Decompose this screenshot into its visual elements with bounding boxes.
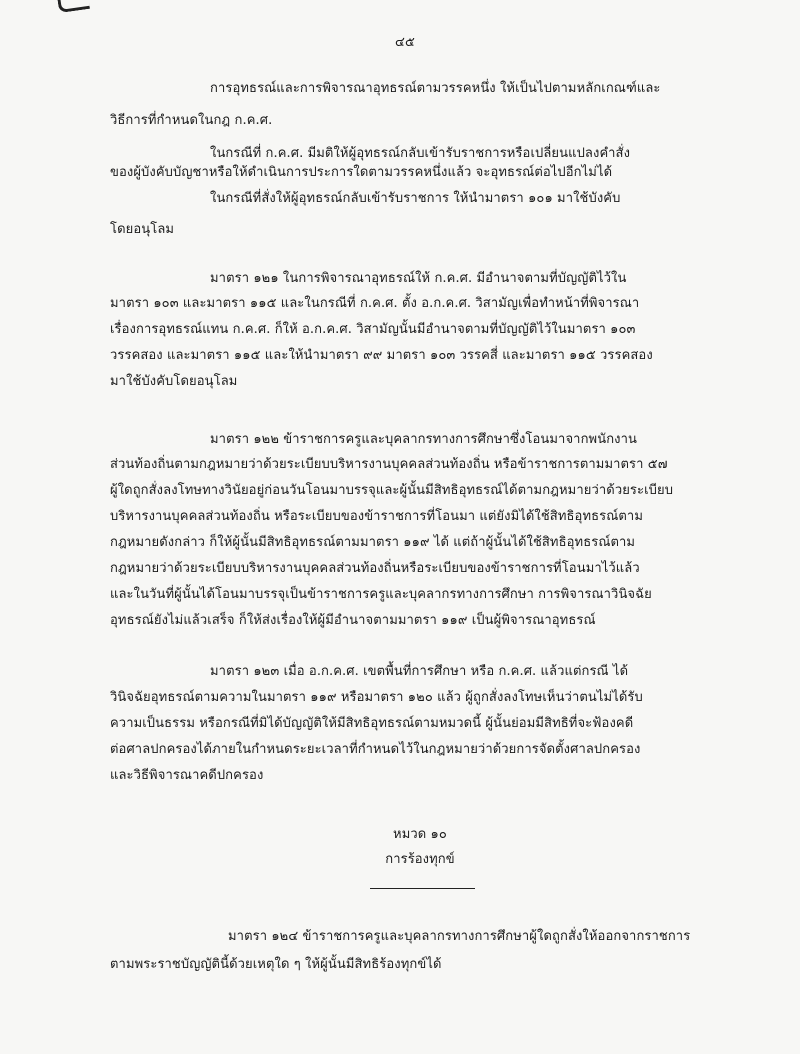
chapter-number: หมวด ๑๐	[393, 827, 447, 842]
text-line: และในวันที่ผู้นั้นได้โอนมาบรรจุเป็นข้าราชการครูและบุคลากรทางการศึกษา การพิจารณาวินิจฉัย	[110, 587, 652, 602]
chapter-divider	[370, 888, 475, 889]
text-line: ของผู้บังคับบัญชาหรือให้ดำเนินการประการใดตามวรรคหนึ่งแล้ว จะอุทธรณ์ต่อไปอีกไม่ได้	[110, 165, 613, 180]
text-line: บริหารงานบุคคลส่วนท้องถิ่น หรือระเบียบของข้าราชการที่โอนมา แต่ยังมิได้ใช้สิทธิอุทธรณ์ตาม	[110, 509, 644, 524]
text-line: การอุทธรณ์และการพิจารณาอุทธรณ์ตามวรรคหนึ่ง ให้เป็นไปตามหลักเกณฑ์และ	[210, 81, 661, 96]
text-line: โดยอนุโลม	[110, 222, 175, 237]
scan-artifact-mark	[57, 0, 90, 13]
text-line: วินิจฉัยอุทธรณ์ตามความในมาตรา ๑๑๙ หรือมาตรา ๑๒๐ แล้ว ผู้ถูกสั่งลงโทษเห็นว่าตนไม่ได้รับ	[110, 690, 643, 705]
text-line: มาใช้บังคับโดยอนุโลม	[110, 374, 238, 389]
text-line: มาตรา ๑๒๑ ในการพิจารณาอุทธรณ์ให้ ก.ค.ศ. มีอำนาจตามที่บัญญัติไว้ใน	[210, 271, 627, 286]
text-line: ในกรณีที่ ก.ค.ศ. มีมติให้ผู้อุทธรณ์กลับเข้ารับราชการหรือเปลี่ยนแปลงคำสั่ง	[210, 146, 631, 161]
page-number: ๔๕	[395, 35, 415, 50]
text-line: มาตรา ๑๐๓ และมาตรา ๑๑๕ และในกรณีที่ ก.ค.ศ. ตั้ง อ.ก.ค.ศ. วิสามัญเพื่อทำหน้าที่พิจารณา	[110, 296, 640, 311]
text-line: ตามพระราชบัญญัตินี้ด้วยเหตุใด ๆ ให้ผู้นั้นมีสิทธิร้องทุกข์ได้	[110, 957, 442, 972]
text-line: ความเป็นธรรม หรือกรณีที่มิได้บัญญัติให้มีสิทธิอุทธรณ์ตามหมวดนี้ ผู้นั้นย่อมมีสิทธิที่จะฟ้องคดี	[110, 716, 634, 731]
text-line: ส่วนท้องถิ่นตามกฎหมายว่าด้วยระเบียบบริหารงานบุคคลส่วนท้องถิ่น หรือข้าราชการตามมาตรา ๕๗	[110, 457, 668, 472]
text-line: เรื่องการอุทธรณ์แทน ก.ค.ศ. ก็ให้ อ.ก.ค.ศ. วิสามัญนั้นมีอำนาจตามที่บัญญัติไว้ในมาตรา ๑๐๓	[110, 322, 636, 337]
text-line: ในกรณีที่สั่งให้ผู้อุทธรณ์กลับเข้ารับราชการ ให้นำมาตรา ๑๐๑ มาใช้บังคับ	[210, 191, 621, 206]
text-line: มาตรา ๑๒๓ เมื่อ อ.ก.ค.ศ. เขตพื้นที่การศึกษา หรือ ก.ค.ศ. แล้วแต่กรณี ได้	[210, 664, 629, 679]
text-line: และวิธีพิจารณาคดีปกครอง	[110, 768, 264, 783]
text-line: กฎหมายดังกล่าว ก็ให้ผู้นั้นมีสิทธิอุทธรณ์ตามมาตรา ๑๑๙ ได้ แต่ถ้าผู้นั้นได้ใช้สิทธิอุทธรณ์ตาม	[110, 535, 636, 550]
text-line: ผู้ใดถูกสั่งลงโทษทางวินัยอยู่ก่อนวันโอนมาบรรจุและผู้นั้นมีสิทธิอุทธรณ์ได้ตามกฎหมายว่าด้วยระเบียบ	[110, 483, 674, 498]
text-line: อุทธรณ์ยังไม่แล้วเสร็จ ก็ให้ส่งเรื่องให้ผู้มีอำนาจตามมาตรา ๑๑๙ เป็นผู้พิจารณาอุทธรณ์	[110, 613, 596, 628]
text-line: กฎหมายว่าด้วยระเบียบบริหารงานบุคคลส่วนท้องถิ่นหรือระเบียบของข้าราชการที่โอนมาไว้แล้ว	[110, 561, 640, 576]
text-line: มาตรา ๑๒๒ ข้าราชการครูและบุคลากรทางการศึกษาซึ่งโอนมาจากพนักงาน	[210, 432, 637, 447]
text-line: วิธีการที่กำหนดในกฎ ก.ค.ศ.	[110, 113, 273, 128]
text-line: วรรคสอง และมาตรา ๑๑๕ และให้นำมาตรา ๙๙ มาตรา ๑๐๓ วรรคสี่ และมาตรา ๑๑๕ วรรคสอง	[110, 348, 653, 363]
text-line: มาตรา ๑๒๔ ข้าราชการครูและบุคลากรทางการศึกษาผู้ใดถูกสั่งให้ออกจากราชการ	[228, 929, 691, 944]
text-line: ต่อศาลปกครองได้ภายในกำหนดระยะเวลาที่กำหนดไว้ในกฎหมายว่าด้วยการจัดตั้งศาลปกครอง	[110, 742, 641, 757]
chapter-title: การร้องทุกข์	[385, 852, 455, 867]
